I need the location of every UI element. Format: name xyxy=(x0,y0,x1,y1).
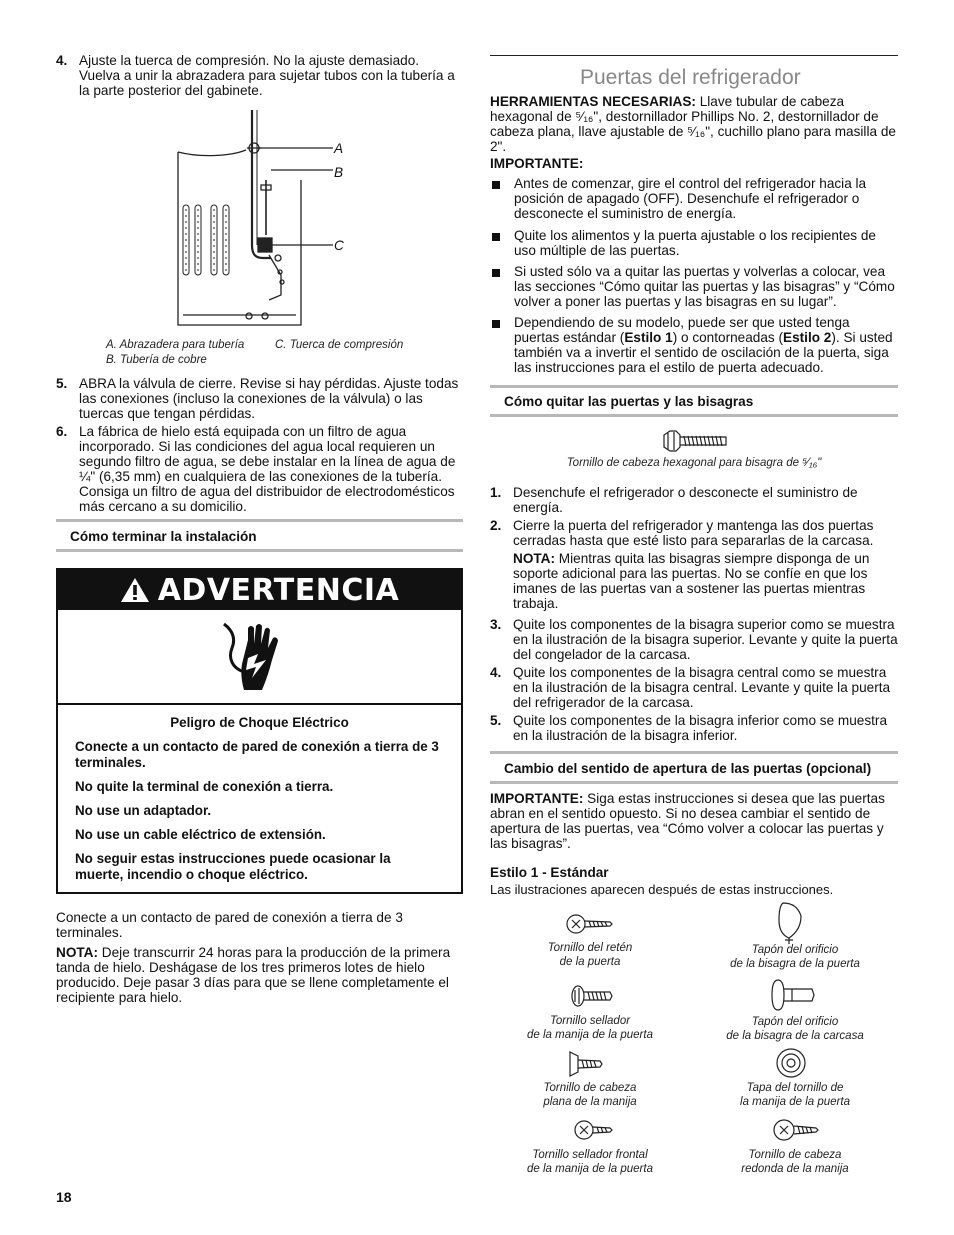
bullet-text: Si usted sólo va a quitar las puertas y volverlas a colocar, vea las secciones “Cómo quitar las puertas y las bisagras” y “Cómo volver a poner las puertas y las bisagras en su lugar”. xyxy=(514,264,895,309)
step-text: Ajuste la tuerca de compresión. No la ajuste demasiado. Vuelva a unir la abrazadera para sujetar tubos con la tubería a la parte posterior del gabinete. xyxy=(79,53,455,98)
caption-line: de la puerta xyxy=(559,956,621,968)
part-caption-3 xyxy=(500,1014,680,1042)
bullet4-mid: ) o contorneadas ( xyxy=(672,330,784,345)
important-label: IMPORTANTE: xyxy=(490,156,584,171)
caption-line: la manija de la puerta xyxy=(740,1096,850,1108)
style1-ref: Estilo 1 xyxy=(624,330,673,345)
section1-title: Cómo quitar las puertas y las bisagras xyxy=(504,394,754,409)
caption-b: B. Tubería de cobre xyxy=(106,354,207,366)
step-4 xyxy=(490,665,898,710)
important2-paragraph xyxy=(490,791,898,851)
bullet-square xyxy=(492,269,500,277)
style1-text: Las ilustraciones aparecen después de estas instrucciones. xyxy=(490,882,834,897)
step-5 xyxy=(56,376,463,421)
section2-rule-bottom xyxy=(490,781,898,784)
note-text: Mientras quita las bisagras siempre disponga de un soporte adicional para las puertas. No se confíe en que los imanes de las puertas van a sostener las puertas mientras trabaja. xyxy=(513,551,870,611)
section1-rule-top xyxy=(490,385,898,388)
step-5 xyxy=(490,713,898,743)
ice-note xyxy=(56,945,463,1005)
step2-note xyxy=(513,551,898,611)
step-3 xyxy=(490,617,898,662)
page-title: Puertas del refrigerador xyxy=(580,66,801,89)
part-caption-5 xyxy=(500,1081,680,1109)
hex-screw-icon xyxy=(662,429,728,453)
caption-line: redonda de la manija xyxy=(741,1163,849,1175)
part-caption-4 xyxy=(700,1015,890,1043)
step-number: 5. xyxy=(56,376,68,391)
caption-line: Tapón del orificio xyxy=(751,944,839,956)
step-number: 6. xyxy=(56,424,68,439)
important2-text: Siga estas instrucciones si desea que las puertas abran en el sentido opuesto. Si no desea cambiar el sentido de apertura de las puertas, vea “Cómo volver a colocar las puertas y las bisagras”. xyxy=(490,791,885,851)
round-head-screw-icon xyxy=(772,1116,820,1144)
step-number: 3. xyxy=(490,617,502,632)
bullet-3 xyxy=(490,264,898,309)
bullet4-post: ). Si usted también va a invertir el sentido de oscilación de la puerta, siga las instrucciones para el estilo de puerta adecuado. xyxy=(514,330,893,375)
bullet-4 xyxy=(490,315,898,375)
warning-box xyxy=(56,568,463,894)
caption-a: A. Abrazadera para tubería xyxy=(106,339,245,351)
warning-triangle-icon xyxy=(120,577,150,603)
label-c: C xyxy=(334,238,344,253)
caption-line: Tornillo sellador frontal xyxy=(532,1149,648,1161)
caption-line: Tapón del orificio xyxy=(751,1016,839,1028)
water-line-diagram xyxy=(161,110,411,330)
door-stop-screw-icon xyxy=(566,912,614,936)
warning-icon-area xyxy=(58,610,461,705)
label-a: A xyxy=(334,141,344,156)
note-label: NOTA: xyxy=(56,945,99,960)
bullet-2 xyxy=(490,228,898,258)
note-text: Deje transcurrir 24 horas para la producción de la primera tanda de hielo. Deshágase de los tres primeros lotes de hielo producido. Deje pasar 3 días para que se llene completamente el recipiente para hielo. xyxy=(56,945,451,1005)
caption-line: de la manija de la puerta xyxy=(527,1029,653,1041)
part-caption-1 xyxy=(500,941,680,969)
tools-label: HERRAMIENTAS NECESARIAS: xyxy=(490,94,696,109)
step-number: 4. xyxy=(490,665,502,680)
page-number: 18 xyxy=(56,1189,72,1205)
step-4 xyxy=(56,53,463,98)
important2-label: IMPORTANTE: xyxy=(490,791,584,806)
warning-line-2: No quite la terminal de conexión a tierra. xyxy=(75,779,334,794)
caption-line: Tornillo de cabeza xyxy=(748,1149,842,1161)
warning-title: ADVERTENCIA xyxy=(157,572,400,608)
part-caption-2 xyxy=(700,943,890,971)
caption-line: de la bisagra de la carcasa xyxy=(726,1030,864,1042)
step-text: La fábrica de hielo está equipada con un filtro de agua incorporado. Si las condiciones del agua local requieren un segundo filtro de agua, se debe instalar en la línea de agua de ¼" (6,35 mm) en cualquiera de las conexiones de la tubería. Consiga un filtro de agua del distribuidor de electrodomésticos más cercano a su domicilio. xyxy=(79,424,456,514)
section-rule-top xyxy=(56,519,463,522)
warning-line-1: Conecte a un contacto de pared de conexión a tierra de 3 terminales. xyxy=(75,739,439,770)
caption-line: Tapa del tornillo de xyxy=(746,1082,844,1094)
section1-rule-bottom xyxy=(490,414,898,417)
caption-line: Tornillo del retén xyxy=(547,942,633,954)
bullet-text: Quite los alimentos y la puerta ajustable o los recipientes de uso múltiple de las puertas. xyxy=(514,228,876,258)
step-text: ABRA la válvula de cierre. Revise si hay pérdidas. Ajuste todas las conexiones (incluso la conexiones de la válvula) o las tuercas que tengan pérdidas. xyxy=(79,376,459,421)
tools-text: Llave tubular de cabeza hexagonal de ⁵⁄₁₆", destornillador Phillips No. 2, destornillador de cabeza plana, llave ajustable de ⁵⁄₁₆", cuchillo plano para masilla de 2". xyxy=(490,94,896,154)
step-1 xyxy=(490,485,898,515)
part-caption-8 xyxy=(700,1148,890,1176)
caption-line: de la manija de la puerta xyxy=(527,1163,653,1175)
bullet-square xyxy=(492,320,500,328)
caption-line: plana de la manija xyxy=(543,1096,637,1108)
bullet-text: Antes de comenzar, gire el control del refrigerador hacia la posición de apagado (OFF). Desenchufe el refrigerador o desconecte el suministro de energía. xyxy=(514,176,867,221)
warning-line-3: No use un adaptador. xyxy=(75,803,212,818)
caption-line: Tornillo de cabeza xyxy=(543,1082,637,1094)
style1-title: Estilo 1 - Estándar xyxy=(490,865,609,880)
electric-shock-hand-icon xyxy=(218,620,288,696)
bullet-text xyxy=(514,315,898,375)
part-caption-6 xyxy=(700,1081,890,1109)
step-number: 5. xyxy=(490,713,502,728)
part-caption-7 xyxy=(500,1148,680,1176)
caption-line: Tornillo sellador xyxy=(549,1015,631,1027)
warning-header xyxy=(58,570,461,610)
bullet4-pre: Dependiendo de su modelo, puede ser que usted tenga puertas estándar ( xyxy=(514,315,850,345)
front-sealer-screw-icon xyxy=(574,1118,614,1142)
step-number: 2. xyxy=(490,518,502,533)
section-rule-bottom xyxy=(56,549,463,552)
title-rule xyxy=(490,55,898,56)
ground-note: Conecte a un contacto de pared de conexión a tierra de 3 terminales. xyxy=(56,910,403,940)
caption-c: C. Tuerca de compresión xyxy=(275,339,404,351)
caption-line: de la bisagra de la puerta xyxy=(730,958,860,970)
step-2 xyxy=(490,518,898,548)
tools-paragraph xyxy=(490,94,898,154)
bullet-square xyxy=(492,181,500,189)
cabinet-hinge-plug-icon xyxy=(770,978,816,1012)
step-text: Quite los componentes de la bisagra superior como se muestra en la ilustración de la bisagra superior. Levante y quite la puerta del congelador de la carcasa. xyxy=(513,617,898,662)
step-text: Desenchufe el refrigerador o desconecte el suministro de energía. xyxy=(513,485,858,515)
style2-ref: Estilo 2 xyxy=(783,330,832,345)
warning-line-4: No use un cable eléctrico de extensión. xyxy=(75,827,326,842)
note-label: NOTA: xyxy=(513,551,556,566)
label-b: B xyxy=(334,165,344,180)
step-6 xyxy=(56,424,463,514)
door-hinge-plug-icon xyxy=(775,900,805,944)
hazard-title: Peligro de Choque Eléctrico xyxy=(170,715,349,730)
handle-sealer-screw-icon xyxy=(570,984,614,1008)
warning-line-5: No seguir estas instrucciones puede ocasionar la muerte, incendio o choque eléctrico. xyxy=(75,851,391,882)
handle-screw-cap-icon xyxy=(774,1046,808,1080)
hex-screw-caption: Tornillo de cabeza hexagonal para bisagra de ⁵⁄₁₆" xyxy=(566,457,822,469)
step-number: 1. xyxy=(490,485,502,500)
section-title: Cómo terminar la instalación xyxy=(70,529,257,544)
bullet-1 xyxy=(490,176,898,221)
bullet-square xyxy=(492,233,500,241)
flat-head-screw-icon xyxy=(566,1050,604,1078)
step-number: 4. xyxy=(56,53,68,68)
section2-rule-top xyxy=(490,751,898,754)
step-text: Quite los componentes de la bisagra inferior como se muestra en la ilustración de la bisagra inferior. xyxy=(513,713,888,743)
section2-title: Cambio del sentido de apertura de las puertas (opcional) xyxy=(504,761,872,776)
step-text: Quite los componentes de la bisagra central como se muestra en la ilustración de la bisagra central. Levante y quite la puerta del refrigerador de la carcasa. xyxy=(513,665,891,710)
step-text: Cierre la puerta del refrigerador y mantenga las dos puertas cerradas hasta que esté listo para separarlas de la carcasa. xyxy=(513,518,874,548)
